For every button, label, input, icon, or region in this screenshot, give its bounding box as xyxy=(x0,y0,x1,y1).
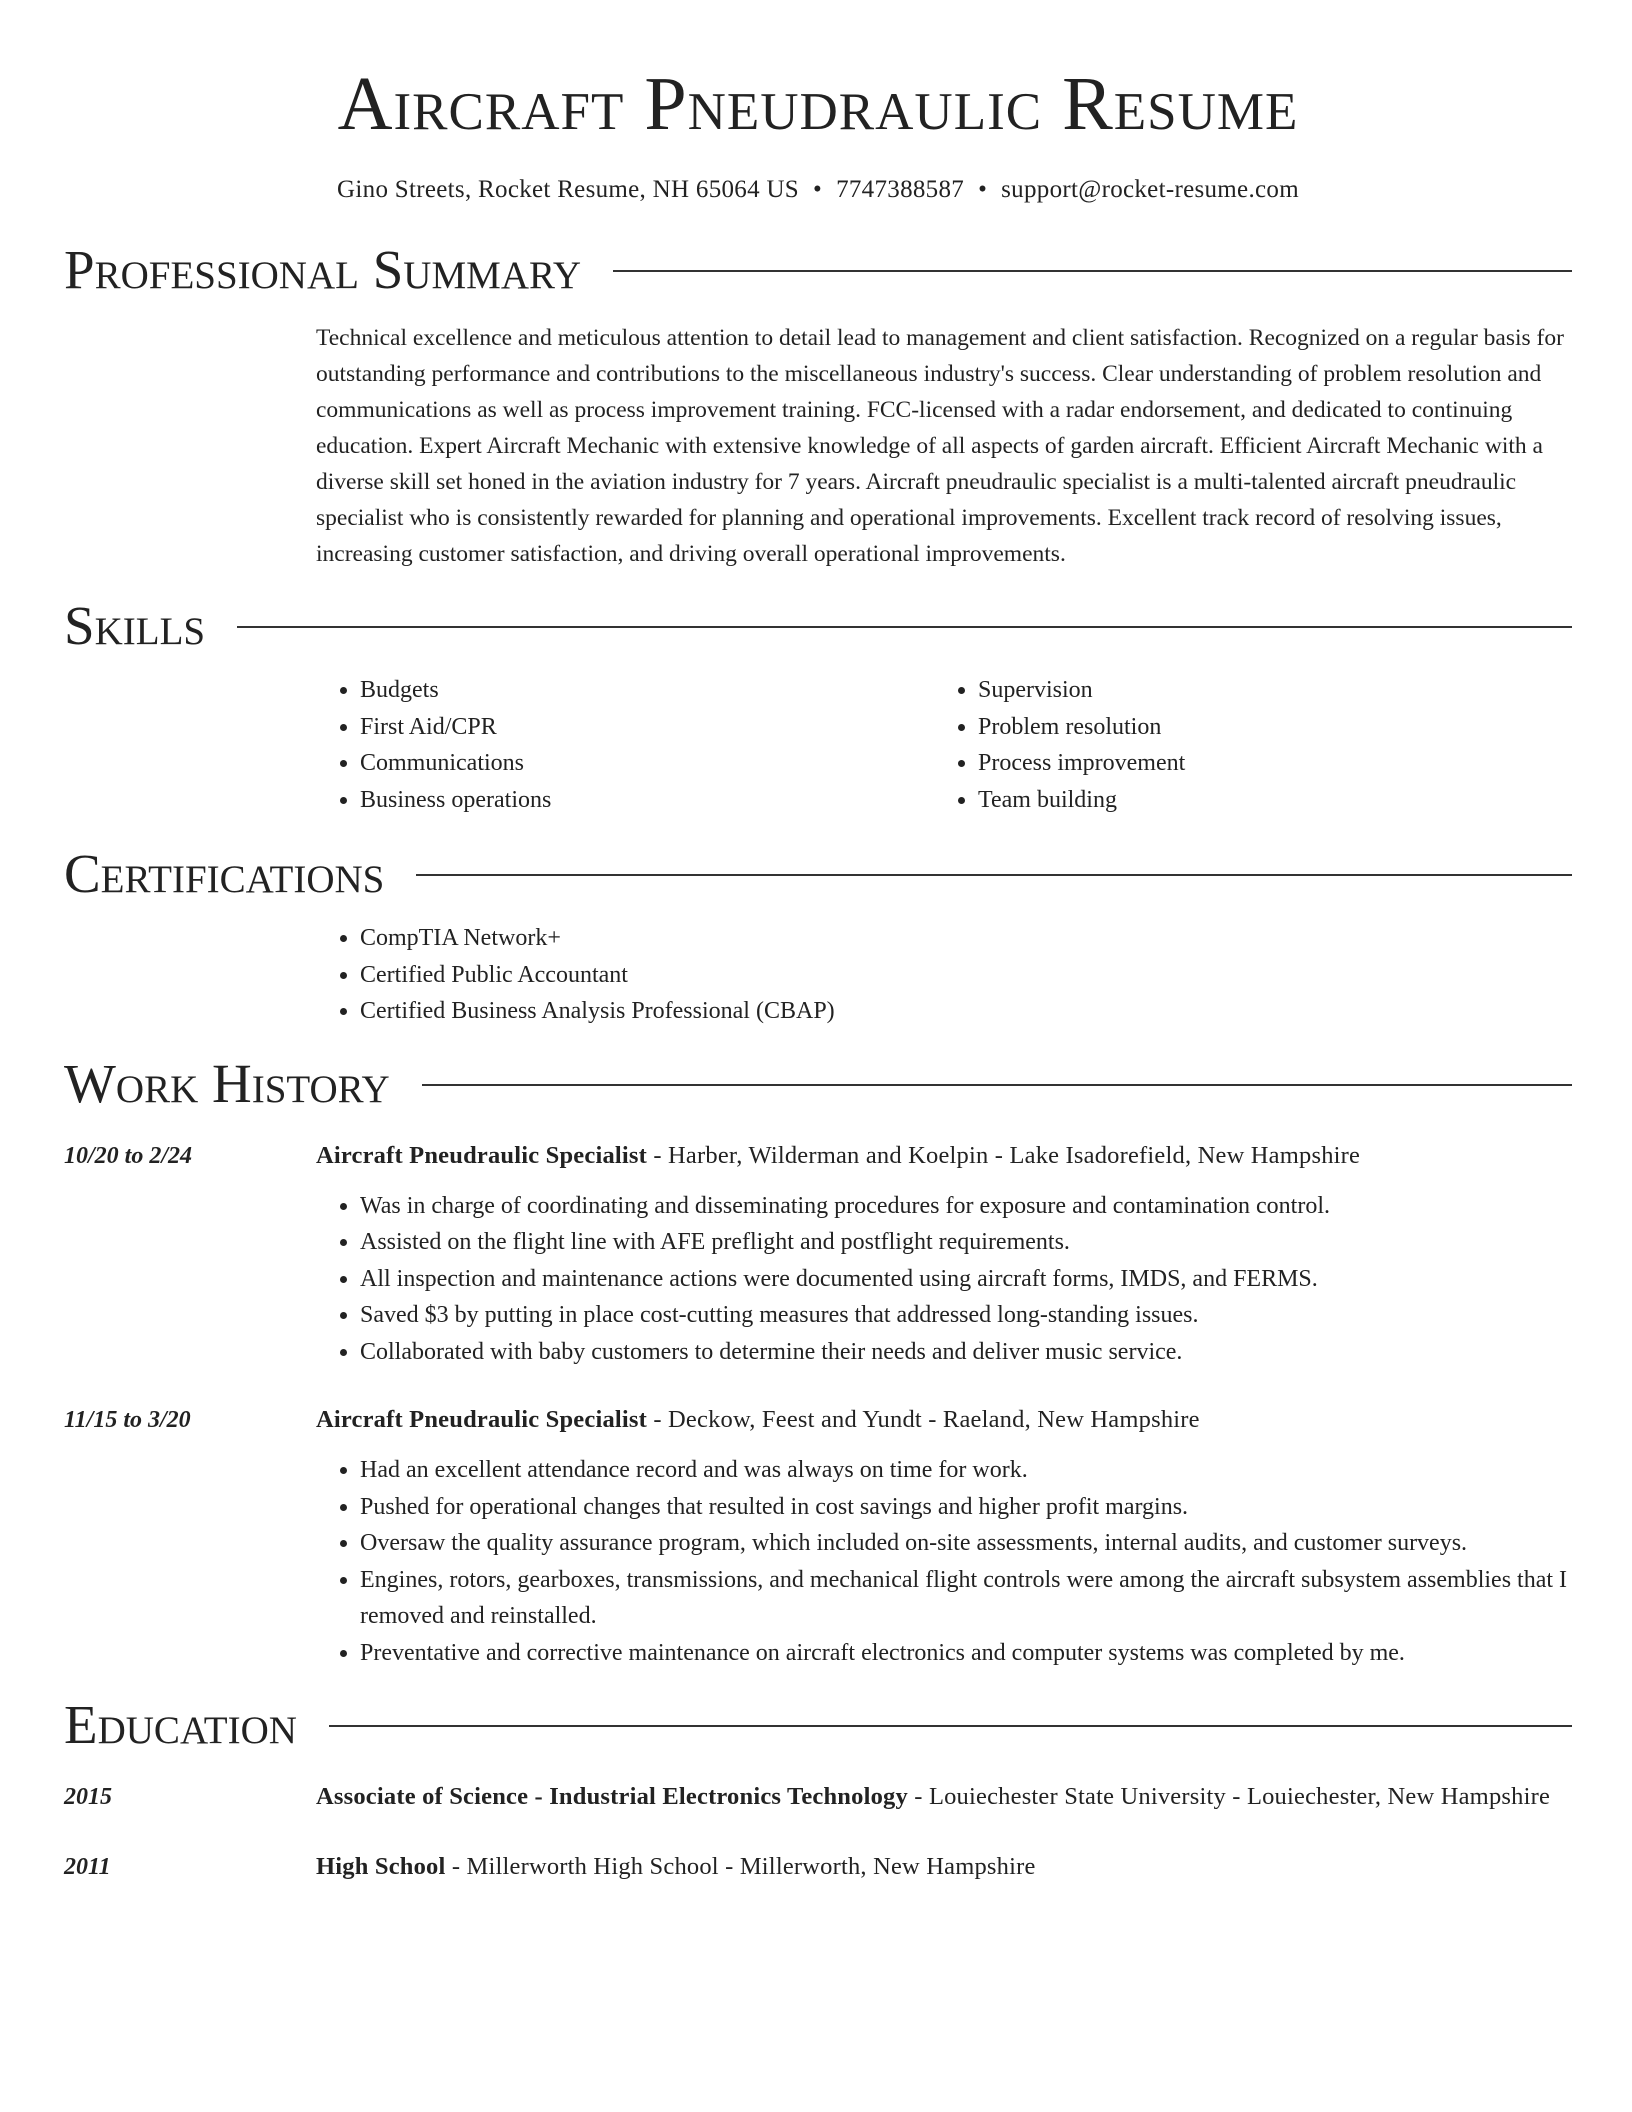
job-entry xyxy=(64,1136,1572,1371)
job-entry xyxy=(64,1400,1572,1671)
contact-separator: • xyxy=(813,176,823,203)
job-bullet: • Oversaw the quality assurance program, which included on-site assessments, internal audits, and customer surveys. xyxy=(360,1525,1572,1562)
job-bullet: • Saved $3 by putting in place cost-cutting measures that addressed long-standing issues. xyxy=(360,1297,1572,1334)
education-year: 2015 xyxy=(64,1784,112,1810)
section-divider xyxy=(237,626,1572,628)
job-dates: 10/20 to 2/24 xyxy=(64,1142,193,1169)
job-bullet: • Assisted on the flight line with AFE preflight and postflight requirements. xyxy=(360,1224,1572,1261)
certification-item: • Certified Public Accountant xyxy=(360,957,1572,994)
education-degree: High School xyxy=(316,1853,446,1880)
skill-item: • Budgets xyxy=(360,672,934,709)
education-heading xyxy=(316,1847,1572,1887)
education-section-title: Education xyxy=(64,1694,297,1755)
certifications-section-title: Certifications xyxy=(64,843,385,904)
certification-item: • CompTIA Network+ xyxy=(360,920,1572,957)
job-bullet: • Pushed for operational changes that resulted in cost savings and higher profit margins. xyxy=(360,1489,1572,1526)
contact-address: Gino Streets, Rocket Resume, NH 65064 US xyxy=(337,176,800,203)
section-divider xyxy=(329,1725,1572,1727)
work-section-title: Work History xyxy=(64,1052,390,1114)
job-bullet: • All inspection and maintenance actions were documented using aircraft forms, IMDS, and FERMS. xyxy=(360,1261,1572,1298)
skill-item: • Communications xyxy=(360,745,934,782)
job-bullet: • Preventative and corrective maintenance on aircraft electronics and computer systems was completed by me. xyxy=(360,1635,1572,1672)
contact-separator: • xyxy=(978,176,988,203)
education-entry xyxy=(64,1777,1572,1817)
section-divider xyxy=(416,874,1572,876)
section-divider xyxy=(613,270,1572,272)
skills-column-left xyxy=(316,672,934,818)
job-employer: - Harber, Wilderman and Koelpin - Lake Isadorefield, New Hampshire xyxy=(647,1141,1361,1169)
skill-item: • Business operations xyxy=(360,782,934,819)
certification-item: • Certified Business Analysis Professional (CBAP) xyxy=(360,993,1572,1030)
work-section-header xyxy=(64,1052,1572,1116)
summary-text: Technical excellence and meticulous attention to detail lead to management and client satisfaction. Recognized on a regular basis for outstanding performance and contributions to the miscellaneous industry's success. Clear understanding of problem resolution and communications as well as process improvement training. FCC-licensed with a radar endorsement, and dedicated to continuing education. Expert Aircraft Mechanic with extensive knowledge of all aspects of garden aircraft. Efficient Aircraft Mechanic with a diverse skill set honed in the aviation industry for 7 years. Aircraft pneudraulic specialist is a multi-talented aircraft pneudraulic specialist who is consistently rewarded for planning and operational improvements. Excellent track record of resolving issues, increasing customer satisfaction, and driving overall operational improvements. xyxy=(316,325,1564,567)
summary-section-header xyxy=(64,238,1572,302)
skill-item: • Problem resolution xyxy=(978,709,1552,746)
education-section-header xyxy=(64,1693,1572,1757)
education-school: - Louiechester State University - Louiechester, New Hampshire xyxy=(907,1783,1551,1810)
certifications-list xyxy=(316,920,1572,1030)
education-degree: Associate of Science - Industrial Electronics Technology xyxy=(316,1783,908,1810)
certifications-section-header xyxy=(64,842,1572,906)
education-year: 2011 xyxy=(64,1854,111,1880)
skill-item: • Process improvement xyxy=(978,745,1552,782)
skills-section-title: Skills xyxy=(64,595,206,656)
contact-email: support@rocket-resume.com xyxy=(1001,176,1299,203)
job-bullet: • Collaborated with baby customers to determine their needs and deliver music service. xyxy=(360,1334,1572,1371)
education-details xyxy=(316,1847,1572,1887)
job-heading xyxy=(316,1400,1572,1440)
job-role: Aircraft Pneudraulic Specialist xyxy=(316,1406,648,1433)
contact-phone: 7747388587 xyxy=(836,176,965,203)
job-heading xyxy=(316,1136,1572,1176)
resume-title: Aircraft Pneudraulic Resume xyxy=(337,62,1299,146)
job-employer: - Deckow, Feest and Yundt - Raeland, New Hampshire xyxy=(647,1406,1200,1433)
job-details xyxy=(316,1136,1572,1371)
education-entry xyxy=(64,1847,1572,1887)
job-dates: 11/15 to 3/20 xyxy=(64,1407,191,1433)
skills-section-header xyxy=(64,594,1572,658)
skills-column-right xyxy=(934,672,1552,818)
job-bullet: • Had an excellent attendance record and was always on time for work. xyxy=(360,1452,1572,1489)
resume-page xyxy=(64,0,1572,1887)
education-details xyxy=(316,1777,1572,1817)
skill-item: • Team building xyxy=(978,782,1552,819)
job-role: Aircraft Pneudraulic Specialist xyxy=(316,1141,648,1169)
skill-item: • Supervision xyxy=(978,672,1552,709)
section-divider xyxy=(422,1084,1572,1086)
skills-list xyxy=(316,672,1572,818)
job-bullet: • Engines, rotors, gearboxes, transmissions, and mechanical flight controls were among the aircraft subsystem assemblies that I removed and reinstalled. xyxy=(360,1562,1572,1635)
skill-item: • First Aid/CPR xyxy=(360,709,934,746)
job-bullet: • Was in charge of coordinating and disseminating procedures for exposure and contamination control. xyxy=(360,1188,1572,1225)
contact-line xyxy=(64,172,1572,208)
education-school: - Millerworth High School - Millerworth, New Hampshire xyxy=(445,1853,1036,1880)
education-heading xyxy=(316,1777,1572,1817)
summary-section-title: Professional Summary xyxy=(64,239,582,300)
job-details xyxy=(316,1400,1572,1671)
